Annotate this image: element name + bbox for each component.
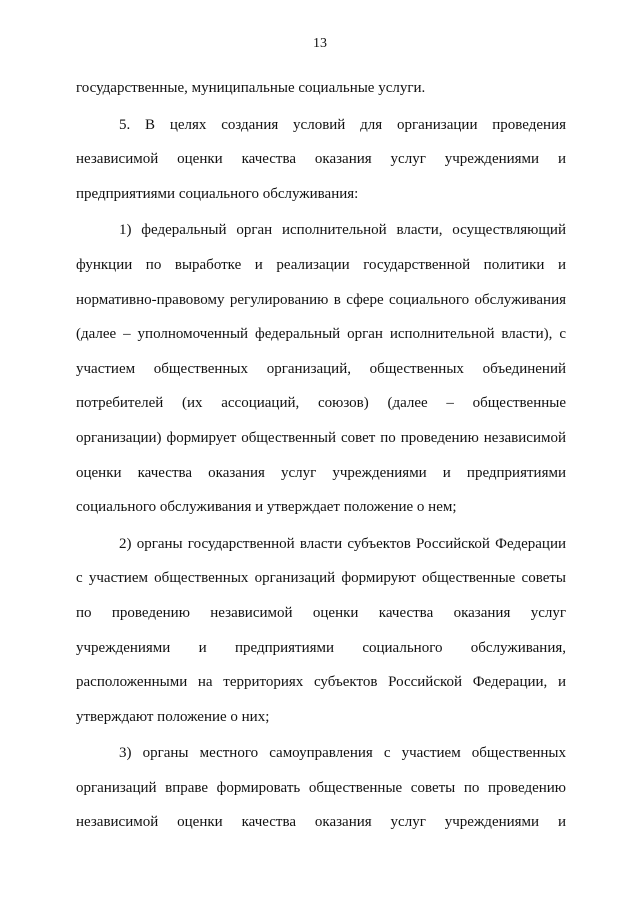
text-line: 3) органы местного самоуправления с участием общественных xyxy=(119,745,566,762)
paragraph-5-1 xyxy=(76,213,566,524)
text-line: социального обслуживания и утверждает положение о нем; xyxy=(76,499,457,516)
text-line: независимой оценки качества оказания услуг учреждениями и xyxy=(76,814,566,831)
paragraph-continuation xyxy=(76,71,566,106)
paragraph-5-2 xyxy=(76,527,566,735)
text-line: утверждают положение о них; xyxy=(76,708,270,725)
text-line: участием общественных организаций, общественных объединений xyxy=(76,360,566,377)
text-line: функции по выработке и реализации государственной политики и xyxy=(76,256,566,273)
paragraph-5 xyxy=(76,108,566,212)
text-line: по проведению независимой оценки качества оказания услуг xyxy=(76,604,566,621)
text-line: 5. В целях создания условий для организации проведения xyxy=(119,116,566,133)
text-line: 1) федеральный орган исполнительной власти, осуществляющий xyxy=(119,222,566,239)
text-line: государственные, муниципальные социальные услуги. xyxy=(76,80,426,96)
text-line: независимой оценки качества оказания услуг учреждениями и xyxy=(76,151,566,168)
text-line: организаций вправе формировать общественные советы по проведению xyxy=(76,779,566,796)
text-line: расположенными на территориях субъектов Российской Федерации, и xyxy=(76,674,566,691)
page-number: 13 xyxy=(313,36,327,51)
paragraph-5-3 xyxy=(76,736,566,840)
text-line: учреждениями и предприятиями социального обслуживания, xyxy=(76,639,566,656)
text-line: с участием общественных организаций формируют общественные советы xyxy=(76,570,566,587)
document-body xyxy=(76,71,566,840)
text-line: потребителей (их ассоциаций, союзов) (далее – общественные xyxy=(76,395,566,412)
text-line: оценки качества оказания услуг учреждениями и предприятиями xyxy=(76,464,566,481)
text-line: предприятиями социального обслуживания: xyxy=(76,185,359,202)
text-line: организации) формирует общественный совет по проведению независимой xyxy=(76,429,566,446)
text-line: (далее – уполномоченный федеральный орган исполнительной власти), с xyxy=(76,326,566,343)
text-line: нормативно-правовому регулированию в сфере социального обслуживания xyxy=(76,291,566,308)
text-line: 2) органы государственной власти субъектов Российской Федерации xyxy=(119,535,566,552)
